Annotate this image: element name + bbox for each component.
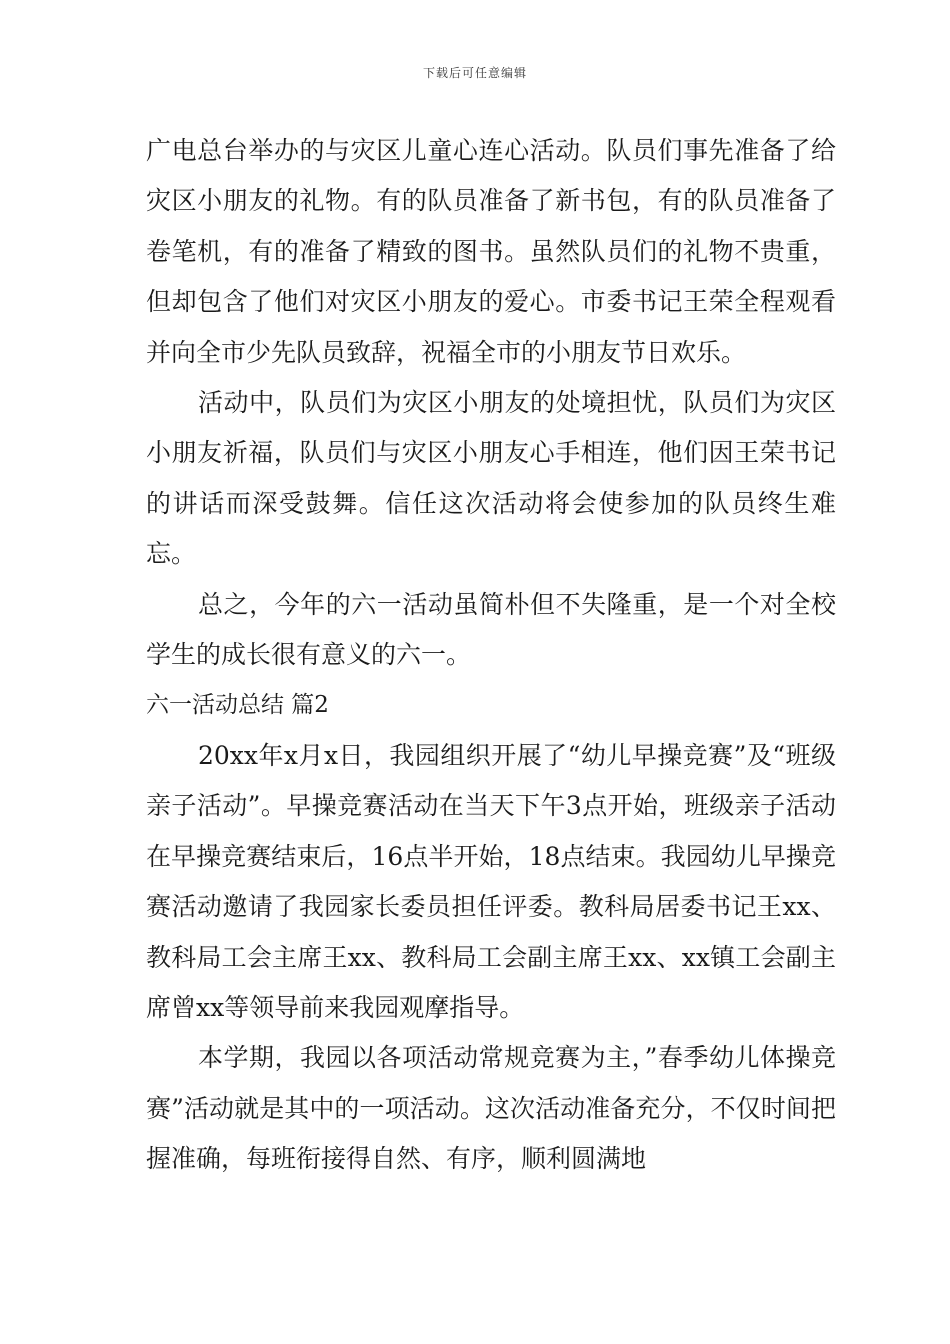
paragraph-1: 广电总台举办的与灾区儿童心连心活动。队员们事先准备了给灾区小朋友的礼物。有的队员准备了新书包，有的队员准备了卷笔机，有的准备了精致的图书。虽然队员们的礼物不贵重，但却包含了他们对灾区小朋友的爱心。市委书记王荣全程观看并向全市少先队员致辞，祝福全市的小朋友节日欢乐。 xyxy=(146,136,836,367)
document-body xyxy=(146,126,836,1185)
paragraph-5: 本学期，我园以各项活动常规竞赛为主，”春季幼儿体操竞赛”活动就是其中的一项活动。这次活动准备充分，不仅时间把握准确，每班衔接得自然、有序，顺利圆满地 xyxy=(146,1043,836,1174)
section-heading: 六一活动总结 篇2 xyxy=(146,692,329,719)
paragraph-2: 活动中，队员们为灾区小朋友的处境担忧，队员们为灾区小朋友祈福，队员们与灾区小朋友心手相连，他们因王荣书记的讲话而深受鼓舞。信任这次活动将会使参加的队员终生难忘。 xyxy=(146,388,836,569)
page-header: 下载后可任意编辑 xyxy=(422,66,527,80)
paragraph-3: 总之，今年的六一活动虽简朴但不失隆重，是一个对全校学生的成长很有意义的六一。 xyxy=(146,589,836,670)
paragraph-4: 20xx年x月x日，我园组织开展了“幼儿早操竞赛”及“班级亲子活动”。早操竞赛活动在当天下午3点开始，班级亲子活动在早操竞赛结束后，16点半开始，18点结束。我园幼儿早操竞赛活动邀请了我园家长委员担任评委。教科局居委书记王xx、教科局工会主席王xx、教科局工会副主席王xx、xx镇工会副主席曾xx等领导前来我园观摩指导。 xyxy=(146,740,836,1022)
